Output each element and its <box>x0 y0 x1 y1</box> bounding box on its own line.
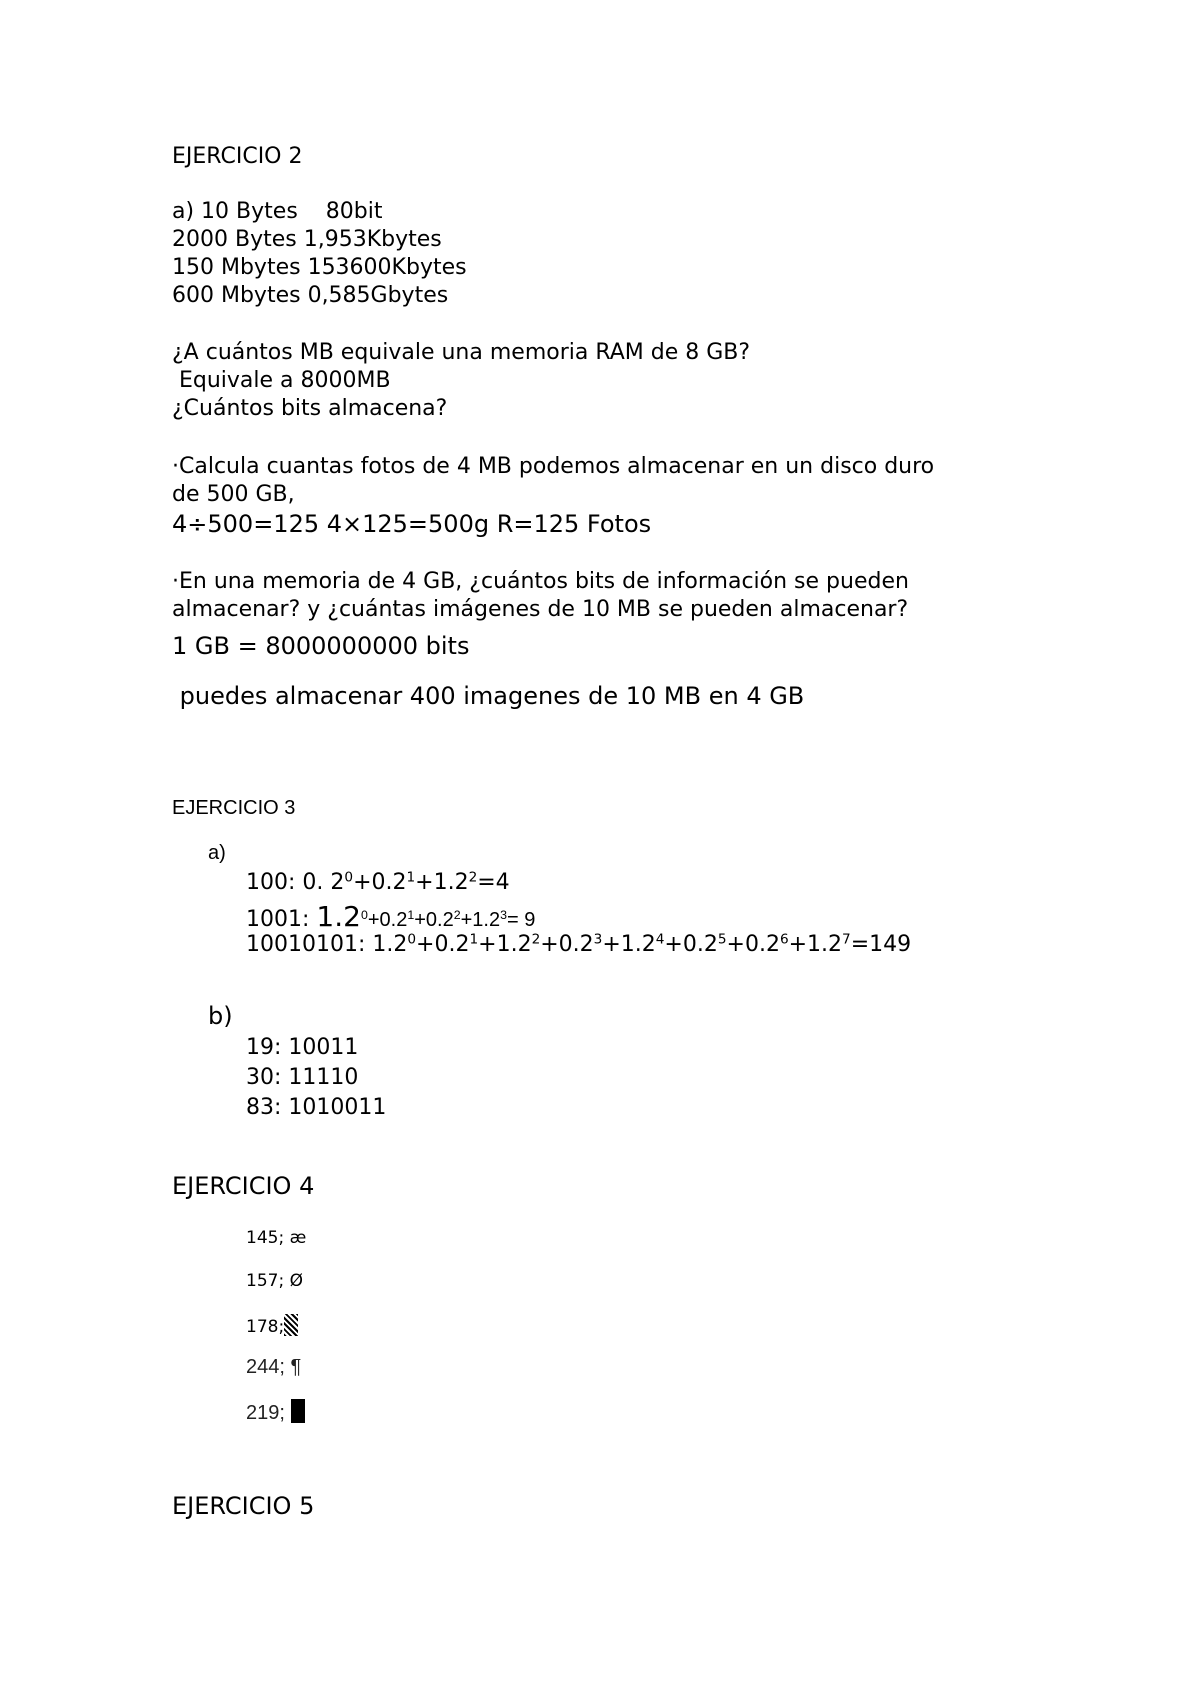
ej4-row-3: 178; <box>246 1314 298 1336</box>
ej3-title: EJERCICIO 3 <box>172 797 296 819</box>
ej4-row-5: 219; <box>246 1399 305 1423</box>
ej2-question-4-line2: almacenar? y ¿cuántas imágenes de 10 MB se pueden almacenar? <box>172 597 909 622</box>
ej2-line-a1: a) 10 Bytes 80bit <box>172 199 383 224</box>
ej4-row-4: 244; ¶ <box>246 1356 302 1378</box>
ej2-line-a3: 150 Mbytes 153600Kbytes <box>172 255 467 280</box>
ej3-a-line1: 100: 0. $2^0+0.2^1+1.2^2=4$ <box>246 869 510 895</box>
medium-shade-glyph <box>284 1314 298 1336</box>
ej3-a-line2: 1001: $1.2^0+0.2^1+0.2^2+1.2^3= 9$ <box>246 900 536 933</box>
ej3-b-line1: 19: 10011 <box>246 1035 359 1060</box>
ej2-question-3-line1: ·Calcula cuantas fotos de 4 MB podemos almacenar en un disco duro <box>172 454 935 479</box>
ej2-line-a2: 2000 Bytes 1,953Kbytes <box>172 227 442 252</box>
ej3-b-line2: 30: 11110 <box>246 1065 359 1090</box>
ej2-question-4-line1: ·En una memoria de 4 GB, ¿cuántos bits de información se pueden <box>172 569 909 594</box>
ej3-b-line3: 83: 1010011 <box>246 1095 387 1120</box>
ej3-b-label: b) <box>208 1002 233 1030</box>
ej4-row-1: 145; æ <box>246 1228 307 1248</box>
ej2-answer-1: Equivale a 8000MB <box>172 368 391 393</box>
ej2-line-a4: 600 Mbytes 0,585Gbytes <box>172 283 449 308</box>
ej2-title: EJERCICIO 2 <box>172 144 303 169</box>
ej5-title: EJERCICIO 5 <box>172 1492 315 1520</box>
ej3-a-label: a) <box>208 842 226 864</box>
ej2-question-1: ¿A cuántos MB equivale una memoria RAM de 8 GB? <box>172 340 751 365</box>
ej4-title: EJERCICIO 4 <box>172 1172 315 1200</box>
ej2-answer-3: 4÷500=125 4×125=500g R=125 Fotos <box>172 510 652 538</box>
ej2-answer-4a: 1 GB = 8000000000 bits <box>172 632 470 660</box>
ej2-question-3-line2: de 500 GB, <box>172 482 295 507</box>
ej2-answer-4b: puedes almacenar 400 imagenes de 10 MB en 4 GB <box>172 682 805 710</box>
ej3-a-line3: 10010101: $1.2^0+0.2^1+1.2^2+0.2^3+1.2^4+0.2^5+0.2^6+1.2^7=149$ <box>246 931 912 957</box>
full-block-glyph <box>291 1399 305 1423</box>
ej4-row-2: 157; Ø <box>246 1271 303 1291</box>
ej2-question-2: ¿Cuántos bits almacena? <box>172 396 448 421</box>
